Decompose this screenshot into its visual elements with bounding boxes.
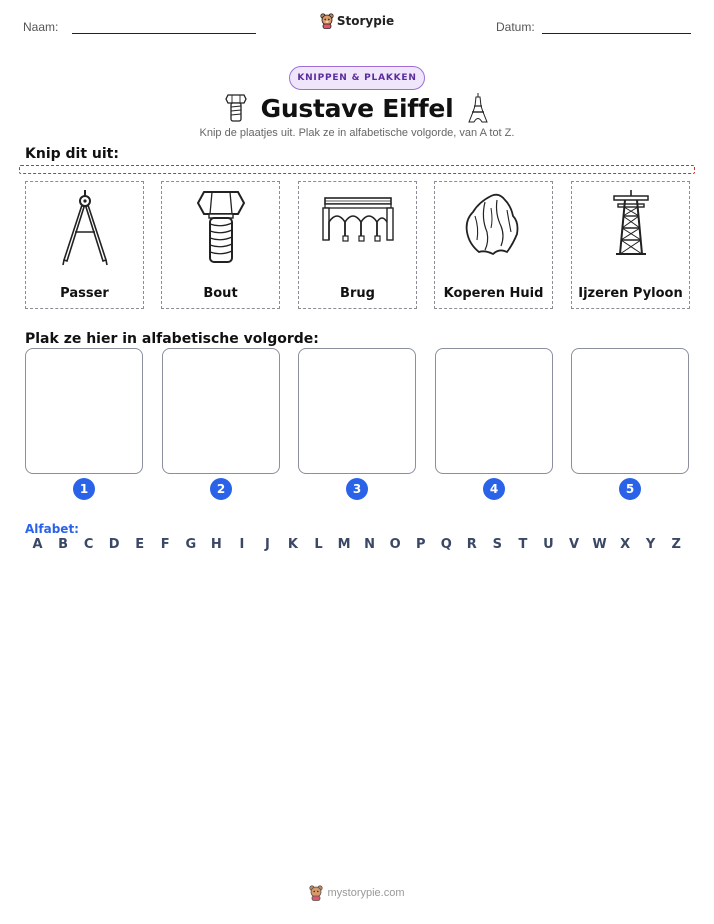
bear-mascot-icon bbox=[309, 885, 323, 901]
paste-slot-5[interactable] bbox=[571, 348, 689, 474]
bear-mascot-icon bbox=[320, 13, 334, 29]
alphabet-letter: U bbox=[543, 537, 554, 552]
alphabet-letter: C bbox=[83, 537, 94, 552]
paste-slot-3[interactable] bbox=[298, 348, 416, 474]
footer-url: mystorypie.com bbox=[327, 887, 405, 899]
instructions: Knip de plaatjes uit. Plak ze in alfabetische volgorde, van A tot Z. bbox=[199, 127, 515, 139]
slot-number-5: 5 bbox=[619, 478, 641, 500]
brand-logo bbox=[0, 13, 714, 29]
alphabet-letter: D bbox=[108, 537, 120, 552]
alphabet-letter: S bbox=[492, 537, 503, 552]
paste-section-heading: Plak ze hier in alfabetische volgorde: bbox=[25, 331, 319, 347]
alphabet-letter: M bbox=[337, 537, 351, 552]
eiffel-tower-icon bbox=[467, 93, 489, 123]
paste-slot-1[interactable] bbox=[25, 348, 143, 474]
alphabet-letter: A bbox=[32, 537, 43, 552]
copper-skin-icon bbox=[455, 188, 533, 266]
alphabet-letter: R bbox=[466, 537, 477, 552]
card-label-passer: Passer bbox=[60, 286, 109, 301]
alphabet-letter: X bbox=[620, 537, 631, 552]
alphabet-letter: E bbox=[135, 537, 145, 552]
alphabet-letter: W bbox=[592, 537, 607, 552]
title-row bbox=[0, 90, 714, 126]
cut-card-bout[interactable] bbox=[161, 181, 280, 309]
slot-number-2: 2 bbox=[210, 478, 232, 500]
iron-pylon-icon bbox=[592, 188, 670, 266]
page-title: Gustave Eiffel bbox=[260, 93, 454, 123]
alphabet-letter: V bbox=[568, 537, 580, 552]
bolt-icon bbox=[182, 188, 260, 266]
alphabet-letter: J bbox=[265, 537, 270, 552]
cut-line bbox=[19, 165, 695, 174]
activity-badge: KNIPPEN & PLAKKEN bbox=[289, 66, 425, 90]
alphabet-letter: K bbox=[287, 537, 298, 552]
cut-card-brug[interactable] bbox=[298, 181, 417, 309]
name-line bbox=[72, 33, 256, 34]
cut-card-ijzeren-pyloon[interactable] bbox=[571, 181, 690, 309]
paste-slot-2[interactable] bbox=[162, 348, 280, 474]
date-line bbox=[542, 33, 691, 34]
alphabet-letter: L bbox=[314, 537, 323, 552]
alphabet-letter: G bbox=[185, 537, 197, 552]
cut-section-heading: Knip dit uit: bbox=[25, 146, 119, 162]
alphabet-letter: I bbox=[239, 537, 245, 552]
date-label: Datum: bbox=[496, 20, 535, 34]
alphabet-row bbox=[25, 537, 689, 552]
alphabet-letter: Q bbox=[440, 537, 452, 552]
card-label-ijzeren-pyloon: Ijzeren Pyloon bbox=[578, 286, 683, 301]
paste-slot-4[interactable] bbox=[435, 348, 553, 474]
compass-icon bbox=[46, 188, 124, 266]
card-label-bout: Bout bbox=[203, 286, 238, 301]
alphabet-letter: B bbox=[58, 537, 68, 552]
card-label-koperen-huid: Koperen Huid bbox=[443, 286, 544, 301]
alphabet-letter: F bbox=[160, 537, 170, 552]
name-label: Naam: bbox=[23, 20, 59, 34]
alphabet-label: Alfabet: bbox=[25, 522, 79, 536]
slot-number-4: 4 bbox=[483, 478, 505, 500]
alphabet-letter: Z bbox=[671, 537, 681, 552]
bridge-icon bbox=[317, 188, 399, 266]
bolt-icon bbox=[225, 93, 247, 123]
alphabet-letter: H bbox=[210, 537, 222, 552]
footer bbox=[0, 885, 714, 901]
cut-card-passer[interactable] bbox=[25, 181, 144, 309]
slot-number-3: 3 bbox=[346, 478, 368, 500]
alphabet-letter: P bbox=[415, 537, 426, 552]
slot-number-1: 1 bbox=[73, 478, 95, 500]
card-label-brug: Brug bbox=[340, 286, 375, 301]
alphabet-letter: O bbox=[389, 537, 401, 552]
cut-card-koperen-huid[interactable] bbox=[434, 181, 553, 309]
brand-name: Storypie bbox=[336, 14, 395, 28]
alphabet-letter: N bbox=[364, 537, 376, 552]
alphabet-letter: T bbox=[518, 537, 528, 552]
alphabet-letter: Y bbox=[645, 537, 656, 552]
